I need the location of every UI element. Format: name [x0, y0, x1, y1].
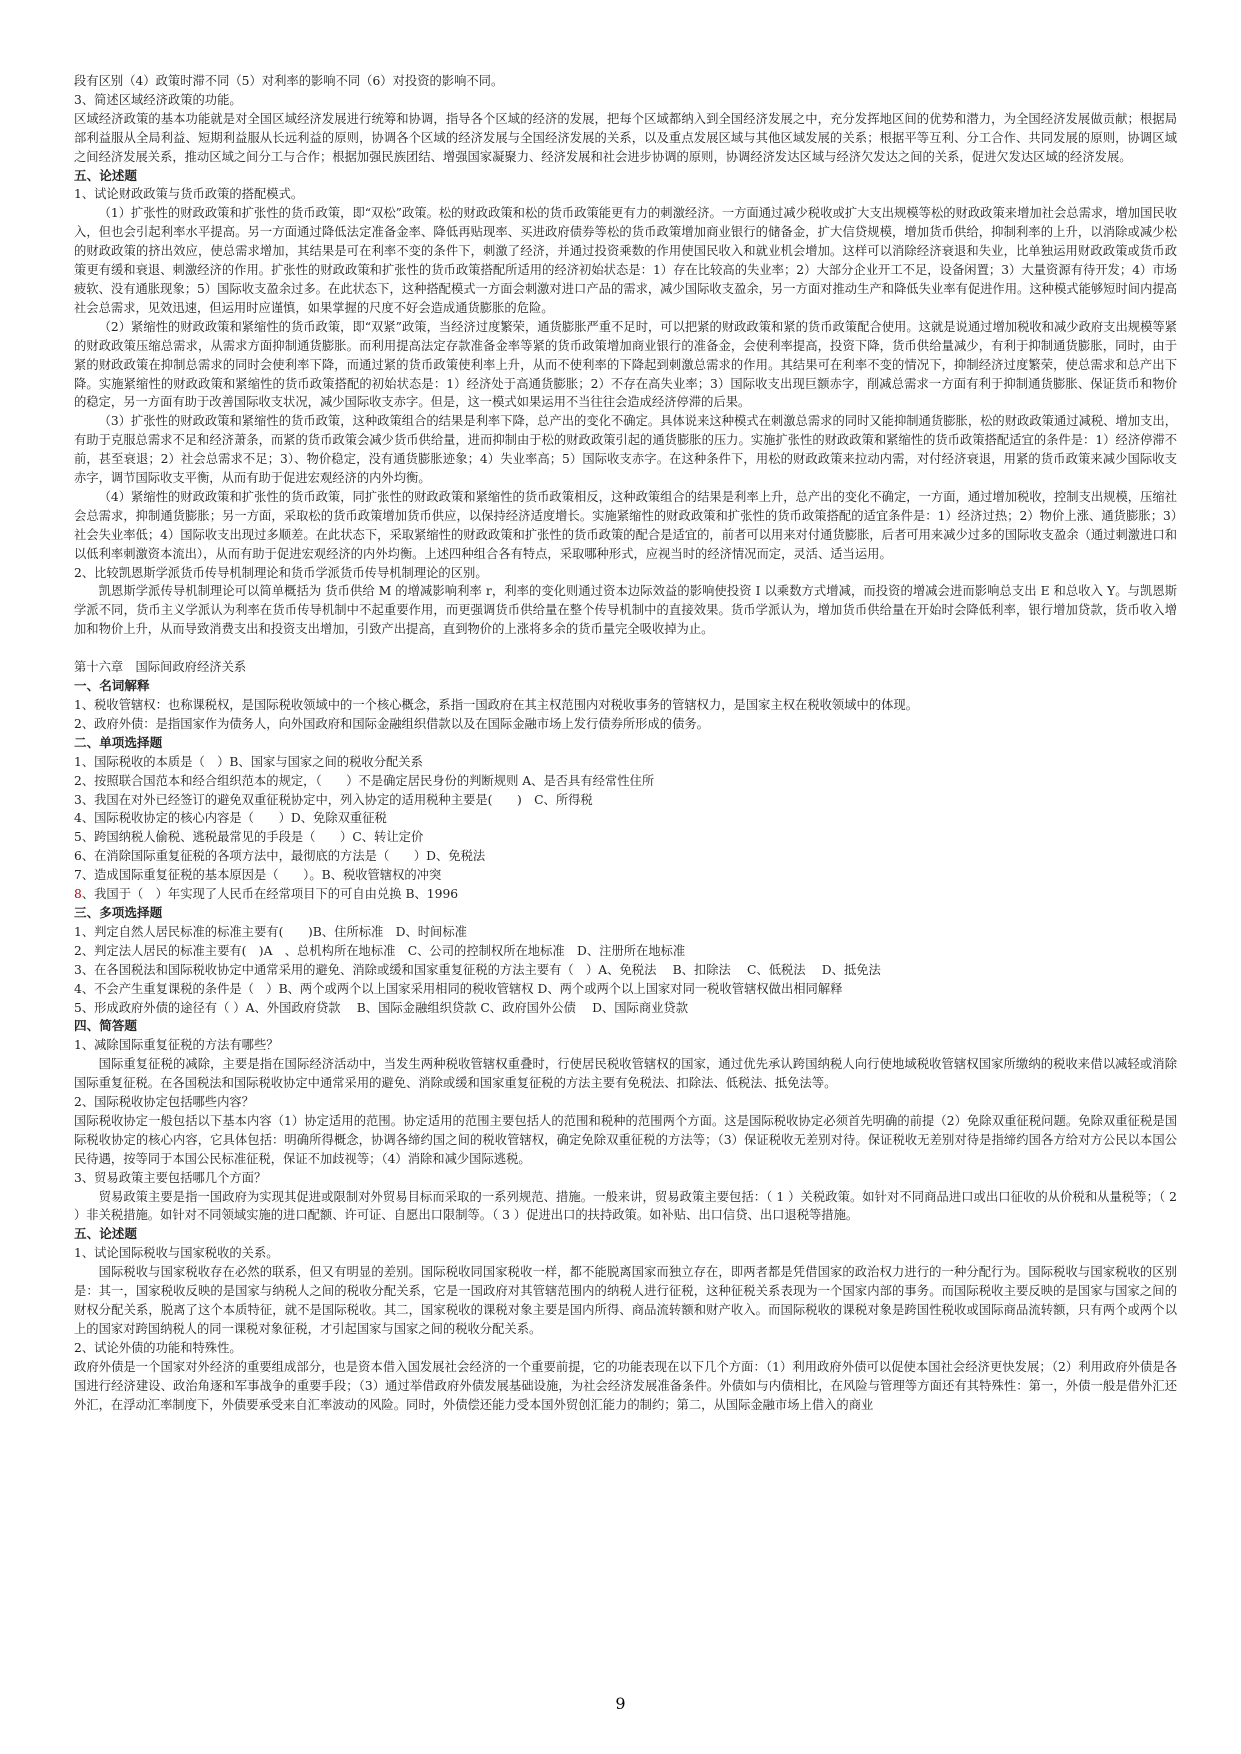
choice-item: 4、不会产生重复课税的条件是（ ）B、两个或两个以上国家采用相同的税收管辖权 D、两个或两个以上国家对同一税收管辖权做出相同解释	[74, 981, 843, 996]
choice-item: 1、国际税收的本质是（ ）B、国家与国家之间的税收分配关系	[74, 754, 423, 769]
answer-paragraph: 凯恩斯学派传导机制理论可以简单概括为 货币供给 M 的增减影响利率 r，利率的变化则通过资本边际效益的影响使投资 I 以乘数方式增减，而投资的增减会进而影响总支出 E 和总收入 Y。与凯恩斯学派不同，货币主义学派认为利率在货币传导机制中不起重要作用，而更强调货币供给量在整个传导机制中的直接效果。货币学派认为，增加货币供给量在开始时会降低利率，银行增加贷款，货币收入增加和物价上升，从而导致消费支出和投资支出增加，引致产出提高，直到物价的上涨将多余的货币量完全吸收掉为止。	[74, 584, 1177, 637]
question: 1、减除国际重复征税的方法有哪些？	[74, 1038, 279, 1053]
choice-item: 7、造成国际重复征税的基本原因是（ ）。B、税收管辖权的冲突	[74, 868, 442, 883]
choice-item: 2、判定法人居民的标准主要有( )A 、总机构所在地标准 C、公司的控制权所在地标准 D、注册所在地标准	[74, 943, 686, 958]
page-number: 9	[615, 1694, 626, 1713]
answer-paragraph: （4）紧缩性的财政政策和扩张性的货币政策，同扩张性的财政政策和紧缩性的货币政策相反，这种政策组合的结果是利率上升，总产出的变化不确定，一方面，通过增加税收，控制支出规模，压缩社会总需求，抑制通货膨胀；另一方面，采取松的货币政策增加货币供应，以保持经济适度增长。实施紧缩性的财政政策和扩张性的货币政策搭配的适宜条件是：1）经济过热；2）物价上涨、通货膨胀；3）社会失业率低；4）国际收支出现过多顺差。在此状态下，采取紧缩性的财政政策和扩张性的货币政策的配合是适宜的，前者可以用来对付通货膨胀，后者可用来减少过多的国际收支盈余（通过刺激进口和以低利率刺激资本流出），从而有助于促进宏观经济的内外均衡。上述四种组合各有特点，采取哪种形式，应视当时的经济情况而定，灵活、适当运用。	[74, 489, 1177, 561]
choice-item: 5、形成政府外债的途径有（ ）A、外国政府贷款 B、国际金融组织贷款 C、政府国外公债 D、国际商业贷款	[74, 1000, 689, 1015]
definition-item: 1、税收管辖权：也称课税权，是国际税收领域中的一个核心概念，系指一国政府在其主权范围内对税收事务的管辖权力，是国家主权在税收领域中的体现。	[74, 698, 919, 712]
choice-item-text: 、我国于（ ）年实现了人民币在经常项目下的可自由兑换 B、1996	[81, 887, 459, 902]
answer-paragraph: 国际重复征税的减除，主要是指在国际经济活动中，当发生两种税收管辖权重叠时，行使居民税收管辖权的国家，通过优先承认跨国纳税人向行使地域税收管辖权国家所缴纳的税收来借以减轻或消除国际重复征税。在各国税法和国际税收协定中通常采用的避免、消除或缓和国家重复征税的方法主要有免税法、扣除法、低税法、抵免法等。	[74, 1057, 1177, 1091]
question: 2、国际税收协定包括哪些内容？	[74, 1095, 254, 1110]
choice-item: 3、我国在对外已经签订的避免双重征税协定中，列入协定的适用税种主要是( ) C、所得税	[74, 792, 593, 807]
chapter-title: 第十六章 国际间政府经济关系	[74, 660, 247, 675]
question: 2、比较凯恩斯学派货币传导机制理论和货币学派货币传导机制理论的区别。	[74, 565, 488, 580]
answer-paragraph: 贸易政策主要是指一国政府为实现其促进或限制对外贸易目标而采取的一系列规范、措施。一般来讲，贸易政策主要包括：（ 1 ）关税政策。如针对不同商品进口或出口征收的从价税和从量税等；（ 2 ）非关税措施。如针对不同领域实施的进口配额、许可证、自愿出口限制等。（ 3 ）促进出口的扶持政策。如补贴、出口信贷、出口退税等措施。	[74, 1189, 1177, 1223]
answer-paragraph: 政府外债是一个国家对外经济的重要组成部分，也是资本借入国发展社会经济的一个重要前提，它的功能表现在以下几个方面：（1）利用政府外债可以促使本国社会经济更快发展；（2）利用政府外债是各国进行经济建设、政治角逐和军事战争的重要手段；（3）通过举借政府外债发展基础设施，为社会经济发展准备条件。外债如与内债相比，在风险与管理等方面还有其特殊性：第一，外债一般是借外汇还外汇，在浮动汇率制度下，外债要承受来自汇率波动的风险。同时，外债偿还能力受本国外贸创汇能力的制约；第二，从国际金融市场上借入的商业	[74, 1359, 1177, 1412]
answer-paragraph: 国际税收协定一般包括以下基本内容（1）协定适用的范围。协定适用的范围主要包括人的范围和税种的范围两个方面。这是国际税收协定必须首先明确的前提（2）免除双重征税问题。免除双重征税是国际税收协定的核心内容，它具体包括：明确所得概念，协调各缔约国之间的税收管辖权，确定免除双重征税的方法等；（3）保证税收无差别对待。保证税收无差别对待是指缔约国各方给对方公民以本国公民待遇，按等同于本国公民标准征税，保证不加歧视等；（4）消除和减少国际逃税。	[74, 1113, 1177, 1166]
definition-item: 2、政府外债：是指国家作为债务人，向外国政府和国际金融组织借款以及在国际金融市场上发行债券所形成的债务。	[74, 716, 709, 731]
spacer	[74, 639, 1177, 658]
choice-item: 3、在各国税法和国际税收协定中通常采用的避免、消除或缓和国家重复征税的方法主要有（ ）A、免税法 B、扣除法 C、低税法 D、抵免法	[74, 962, 881, 977]
choice-item	[74, 885, 1177, 904]
answer-paragraph: （1）扩张性的财政政策和扩张性的货币政策，即“双松”政策。松的财政政策和松的货币政策能更有力的刺激经济。一方面通过减少税收或扩大支出规模等松的财政政策来增加社会总需求，增加国民收入，但也会引起利率水平提高。另一方面通过降低法定准备金率、降低再贴现率、买进政府债券等松的货币政策增加商业银行的储备金，扩大信贷规模，增加货币供给，抑制利率的上升，以消除或减少松的财政政策的挤出效应，使总需求增加，其结果是可在利率不变的条件下，刺激了经济，并通过投资乘数的作用使国民收入和就业机会增加。这样可以消除经济衰退和失业，比单独运用财政政策或货币政策更有缓和衰退、刺激经济的作用。扩张性的财政政策和扩张性的货币政策搭配所适用的经济初始状态是：1）存在比较高的失业率；2）大部分企业开工不足，设备闲置；3）大量资源有待开发；4）市场疲软、没有通胀现象；5）国际收支盈余过多。在此状态下，这种搭配模式一方面会刺激对进口产品的需求，减少国际收支盈余，另一方面对推动生产和降低失业率有促进作用。这种模式能够短时间内提高社会总需求，见效迅速，但运用时应谨慎，如果掌握的尺度不好会造成通货膨胀的危险。	[74, 206, 1177, 315]
answer-paragraph: （3）扩张性的财政政策和紧缩性的货币政策，这种政策组合的结果是利率下降，总产出的变化不确定。具体说来这种模式在刺激总需求的同时又能抑制通货膨胀，松的财政政策通过减税、增加支出，有助于克服总需求不足和经济萧条，而紧的货币政策会减少货币供给量，进而抑制由于松的财政政策引起的通货膨胀的压力。实施扩张性的财政政策和紧缩性的货币政策搭配适宜的条件是：1）经济停滞不前，甚至衰退；2）社会总需求不足；3）、物价稳定，没有通货膨胀迹象；4）失业率高；5）国际收支赤字。在这种条件下，用松的财政政策来拉动内需，对付经济衰退，用紧的货币政策来减少国际收支赤字，调节国际收支平衡，从而有助于促进宏观经济的内外均衡。	[74, 414, 1177, 486]
section-heading: 五、论述题	[74, 1226, 137, 1242]
section-heading: 二、单项选择题	[74, 734, 163, 750]
question: 3、简述区域经济政策的功能。	[74, 92, 242, 107]
choice-item: 6、在消除国际重复征税的各项方法中，最彻底的方法是（ ）D、免税法	[74, 849, 486, 864]
text-line: 段有区别（4）政策时滞不同（5）对利率的影响不同（6）对投资的影响不同。	[74, 74, 504, 88]
choice-item: 5、跨国纳税人偷税、逃税最常见的手段是（ ）C、转让定价	[74, 830, 424, 845]
section-heading: 一、名词解释	[74, 678, 150, 694]
item-number-highlight: 8	[74, 887, 82, 902]
question: 2、试论外债的功能和特殊性。	[74, 1340, 242, 1355]
question: 1、试论财政政策与货币政策的搭配模式。	[74, 187, 304, 202]
question: 1、试论国际税收与国家税收的关系。	[74, 1246, 279, 1261]
choice-item: 2、按照联合国范本和经合组织范本的规定，（ ）不是确定居民身份的判断规则 A、是否具有经常性住所	[74, 773, 655, 788]
section-heading: 五、论述题	[74, 167, 137, 183]
section-heading: 三、多项选择题	[74, 904, 163, 920]
answer-paragraph: 国际税收与国家税收存在必然的联系，但又有明显的差别。国际税收同国家税收一样，都不能脱离国家而独立存在，即两者都是凭借国家的政治权力进行的一种分配行为。国际税收与国家税收的区别是：其一，国家税收反映的是国家与纳税人之间的税收分配关系，它是一国政府对其管辖范围内的纳税人进行征税，这种征税关系表现为一个国家内部的事务。而国际税收主要反映的是国家与国家之间的财权分配关系，脱离了这个本质特征，就不是国际税收。其二，国家税收的课税对象主要是国内所得、商品流转额和财产收入。而国际税收的课税对象是跨国性税收或国际商品流转额，只有两个或两个以上的国家对跨国纳税人的同一课税对象征税，才引起国家与国家之间的税收分配关系。	[74, 1265, 1177, 1336]
document-page	[74, 72, 1177, 1682]
choice-item: 4、国际税收协定的核心内容是（ ）D、免除双重征税	[74, 811, 387, 826]
question: 3、贸易政策主要包括哪几个方面？	[74, 1170, 267, 1185]
choice-item: 1、判定自然人居民标准的标准主要有( )B、住所标准 D、时间标准	[74, 924, 467, 939]
answer-paragraph: （2）紧缩性的财政政策和紧缩性的货币政策，即“双紧”政策，当经济过度繁荣，通货膨胀严重不足时，可以把紧的财政政策和紧的货币政策配合使用。这就是说通过增加税收和减少政府支出规模等紧的财政政策压缩总需求，从需求方面抑制通货膨胀。而利用提高法定存款准备金率等紧的货币政策增加商业银行的准备金，会使利率提高，投资下降，货币供给量减少，有利于抑制通货膨胀，同时，由于紧的财政政策在抑制总需求的同时会使利率下降，而通过紧的货币政策使利率上升，从而不使利率的下降起到刺激总需求的作用。其结果可在利率不变的情况下，抑制经济过度繁荣，使总需求和总产出下降。实施紧缩性的财政政策和紧缩性的货币政策搭配的初始状态是：1）经济处于高通货膨胀；2）不存在高失业率；3）国际收支出现巨额赤字，削减总需求一方面有利于抑制通货膨胀、保证货币和物价的稳定，另一方面有助于改善国际收支状况，减少国际收支赤字。但是，这一模式如果运用不当往往会造成经济停滞的后果。	[74, 319, 1177, 410]
answer-paragraph: 区域经济政策的基本功能就是对全国区域经济发展进行统筹和协调，指导各个区域的经济的发展，把每个区域都纳入到全国经济发展之中，充分发挥地区间的优势和潜力，为全国经济发展做贡献；根据局部利益服从全局利益、短期利益服从长远利益的原则，协调各个区域的经济发展与全国经济发展的关系，以及重点发展区域与其他区域发展的关系；根据平等互利、分工合作、共同发展的原则，协调区域之间经济发展关系，推动区域之间分工与合作；根据加强民族团结、增强国家凝聚力、经济发展和社会进步协调的原则，协调经济发达区域与经济欠发达之间的关系，促进欠发达区域的经济发展。	[74, 111, 1177, 164]
section-heading: 四、简答题	[74, 1018, 137, 1034]
